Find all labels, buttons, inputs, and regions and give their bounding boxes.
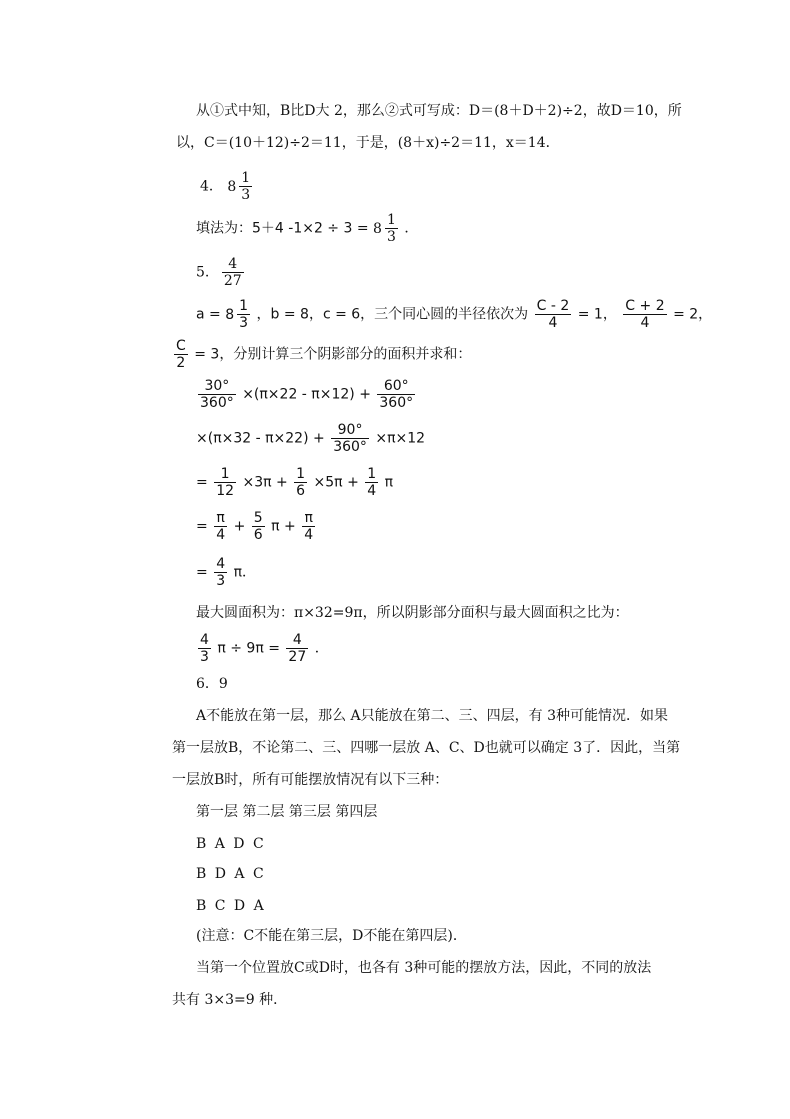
fraction-num: π (214, 510, 227, 527)
text: ×(π×22 - π×12) + (242, 386, 371, 403)
answer-label: 4． (200, 178, 223, 195)
text: = (196, 564, 208, 581)
fraction-den: 4 (216, 527, 226, 543)
fraction-num: 1 (367, 466, 377, 482)
fraction-den: 3 (239, 315, 249, 331)
fraction-den: 360° (333, 439, 367, 455)
fraction-num: 4 (200, 632, 209, 648)
fraction-num: 1 (241, 170, 251, 186)
fraction (214, 510, 227, 543)
fraction-den: 6 (296, 483, 306, 499)
fraction-num: π (302, 510, 315, 527)
text: + (284, 518, 296, 535)
text-line: 最大圆面积为：π×32=9π，所以阴影部分面积与最大圆面积之比为： (196, 605, 629, 621)
fraction-num: C - 2 (536, 298, 570, 314)
fraction (286, 632, 308, 665)
fraction-num: 30° (198, 378, 236, 395)
text-line: 第一层放B，不论第二、三、四哪一层放 A、C、D也就可以确定 3了．因此，当第 (172, 740, 681, 756)
text: π． (233, 564, 256, 581)
text: ． (404, 220, 419, 237)
text-line: 当第一个位置放C或D时，也各有 3种可能的摆放方法，因此，不同的放法 (196, 960, 652, 976)
text-line: 从①式中知，B比D大 2，那么②式可写成：D＝(8＋D＋2)÷2，故D＝10，所 (196, 103, 682, 119)
fraction (365, 466, 378, 499)
math-line (196, 466, 393, 499)
fraction-num: 4 (286, 632, 308, 649)
fraction-den: 3 (386, 229, 396, 245)
fraction (385, 212, 398, 245)
fraction-whole: 8 (373, 220, 382, 237)
text: ×5π + (313, 474, 359, 491)
fraction (623, 298, 666, 331)
text: = 1， (577, 306, 617, 323)
answer-label: 5. (196, 264, 210, 281)
fraction-den: 3 (200, 649, 209, 665)
text: 填法为：5＋4 -1×2 ÷ 3 = (196, 220, 374, 237)
fraction-whole: 8 (227, 178, 237, 195)
math-line (196, 556, 256, 589)
math-line (196, 510, 317, 543)
fraction-num: 4 (222, 256, 244, 273)
answer-4 (200, 170, 254, 203)
fraction-den: 3 (241, 187, 251, 203)
text: ×3π + (242, 474, 288, 491)
fraction (302, 510, 315, 543)
answer-5 (196, 256, 246, 289)
fraction-num: C + 2 (625, 298, 665, 314)
fraction (198, 378, 236, 411)
fraction (237, 298, 250, 331)
fraction-num: 60° (377, 378, 415, 395)
text: + (233, 518, 246, 535)
fraction-den: 12 (216, 483, 235, 499)
text: = (196, 518, 208, 535)
fraction-den: 27 (288, 649, 307, 665)
fraction (252, 510, 265, 543)
fraction-den: 6 (253, 527, 263, 543)
text: π (271, 518, 280, 535)
fraction-den: 4 (304, 527, 314, 543)
table-row: B C D A (196, 898, 264, 914)
fraction (377, 378, 415, 411)
text: ． (314, 640, 329, 657)
text: π ÷ 9π = (217, 640, 280, 657)
table-row: B D A C (196, 866, 264, 882)
fraction-den: 3 (216, 573, 226, 589)
text: = (196, 474, 208, 491)
fraction-den: 4 (367, 483, 377, 499)
text: ×π×12 (375, 430, 426, 447)
table-header: 第一层 第二层 第三层 第四层 (196, 804, 378, 820)
fraction (174, 338, 188, 371)
fraction (214, 466, 236, 499)
fraction-whole: 8 (225, 306, 235, 323)
fraction-den: 4 (548, 315, 558, 331)
fraction (222, 256, 244, 289)
text: π (384, 474, 394, 491)
text: ，b = 8，c = 6，三个同心圆的半径依次为 (256, 306, 529, 323)
fraction (239, 170, 252, 203)
mixed-fraction (373, 212, 400, 245)
radius-line-2 (172, 338, 471, 371)
mixed-fraction (227, 170, 254, 203)
fraction-num: 5 (253, 510, 263, 526)
fraction-num: 90° (331, 422, 369, 439)
text: a = (196, 306, 221, 323)
note-line: (注意：C不能在第三层，D不能在第四层)． (196, 928, 467, 944)
fraction (198, 632, 211, 665)
ratio-line (196, 632, 329, 665)
fraction (294, 466, 307, 499)
answer-6: 6．9 (196, 676, 228, 692)
text-line: 一层放B时，所有可能摆放情况有以下三种： (172, 772, 449, 788)
text: = 3，分别计算三个阴影部分的面积并求和： (194, 346, 472, 363)
math-line (196, 422, 425, 455)
fraction-num: 1 (296, 466, 306, 482)
fraction (535, 298, 572, 331)
fraction-num: C (176, 338, 186, 354)
fraction-den: 27 (223, 273, 242, 289)
fraction-den: 360° (200, 395, 234, 411)
fraction-num: 1 (239, 298, 249, 314)
fraction-num: 4 (216, 556, 226, 572)
fill-method (196, 212, 418, 245)
fraction-den: 360° (379, 395, 414, 411)
fraction-den: 4 (640, 315, 650, 331)
fraction (214, 556, 227, 589)
fraction-num: 1 (214, 466, 236, 483)
fraction-num: 1 (386, 212, 396, 228)
table-row: B A D C (196, 836, 264, 852)
radius-line (196, 298, 712, 331)
fraction-den: 2 (176, 355, 186, 371)
text: ×(π×32 - π×22) + (196, 430, 325, 447)
text-line: 以，C＝(10＋12)÷2＝11，于是，(8＋x)÷2＝11，x＝14． (176, 135, 560, 151)
fraction (331, 422, 369, 455)
text: = 2， (673, 306, 713, 323)
text-line: 共有 3×3=9 种． (172, 992, 288, 1008)
mixed-fraction (225, 298, 252, 331)
math-line (196, 378, 417, 411)
text-line: A不能放在第一层，那么 A只能放在第二、三、四层，有 3种可能情况．如果 (196, 708, 669, 724)
